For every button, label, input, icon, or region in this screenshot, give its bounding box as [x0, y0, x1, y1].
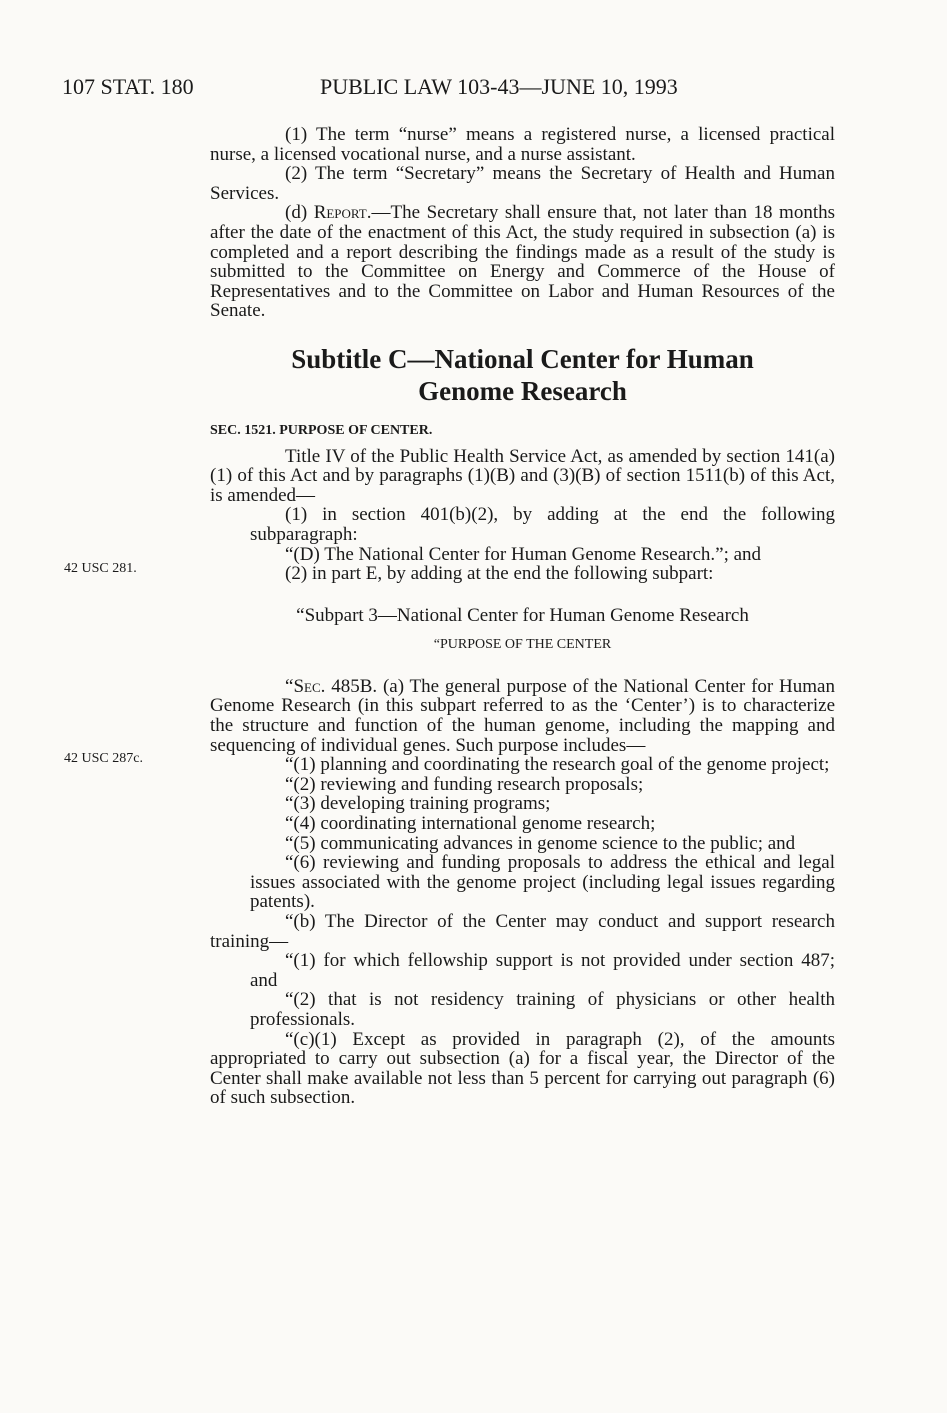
section-item-1-d: “(D) The National Center for Human Genome Research.”; and	[285, 543, 762, 565]
page-stat-number: 107 STAT. 180	[62, 74, 194, 99]
purpose-item-5: “(5) communicating advances in genome science to the public; and	[285, 832, 796, 854]
sec-485b-a-text: . 485B. (a) The general purpose of the National Center for Human Genome Research (in this subpart referred to as the ‘Center’) is to characterize the structure and function of the human genome, including the mapping and sequencing of individual genes. Such purpose includes—	[210, 675, 835, 756]
definition-secretary: (2) The term “Secretary” means the Secretary of Health and Human Services.	[210, 163, 835, 204]
training-item-1: “(1) for which fellowship support is not provided under section 487; and	[250, 950, 835, 991]
purpose-item-3: “(3) developing training programs;	[285, 793, 551, 815]
margin-citation-42-usc-281: 42 USC 281.	[64, 561, 137, 576]
section-item-1: (1) in section 401(b)(2), by adding at the end the following subparagraph:	[250, 504, 835, 545]
running-header-title: PUBLIC LAW 103-43—JUNE 10, 1993	[320, 74, 678, 99]
section-1521-heading: SEC. 1521. PURPOSE OF CENTER.	[210, 422, 433, 438]
training-item-2: “(2) that is not residency training of physicians or other health professionals.	[250, 989, 835, 1030]
purpose-item-4: “(4) coordinating international genome research;	[285, 813, 656, 835]
subtitle-line-1: Subtitle C—National Center for Human	[291, 343, 754, 374]
sec-485b-prefix: “	[285, 675, 294, 697]
report-prefix: (d)	[285, 202, 314, 224]
sec-485b-a	[210, 677, 835, 755]
section-intro: Title IV of the Public Health Service Act, as amended by section 141(a)(1) of this Act and by paragraphs (1)(B) and (3)(B) of section 1511(b) of this Act, is amended—	[210, 445, 835, 506]
sec-485b-label: Sec	[293, 675, 321, 697]
report-label: Report	[313, 202, 367, 224]
purpose-item-1: “(1) planning and coordinating the research goal of the genome project;	[285, 754, 830, 776]
sec-485b-b: “(b) The Director of the Center may conduct and support research training—	[210, 911, 835, 952]
definition-nurse: (1) The term “nurse” means a registered nurse, a licensed practical nurse, a licensed vocational nurse, and a nurse assistant.	[210, 124, 835, 165]
margin-citation-42-usc-287c: 42 USC 287c.	[64, 751, 143, 766]
purpose-heading: “PURPOSE OF THE CENTER	[433, 637, 612, 653]
subtitle-heading	[210, 343, 835, 407]
body-text	[210, 125, 835, 1108]
subsection-d-report	[210, 203, 835, 321]
purpose-item-6: “(6) reviewing and funding proposals to address the ethical and legal issues associated with the genome project (including legal issues regarding patents).	[250, 852, 835, 913]
section-item-2: (2) in part E, by adding at the end the following subpart:	[285, 563, 714, 585]
report-text: .—The Secretary shall ensure that, not later than 18 months after the date of the enactment of this Act, the study required in subsection (a) is completed and a report describing the findings made as a result of the study is submitted to the Committee on Energy and Commerce of the House of Representatives and to the Committee on Labor and Human Resources of the Senate.	[210, 202, 835, 322]
subpart-title: “Subpart 3—National Center for Human Genome Research	[296, 604, 749, 626]
purpose-item-2: “(2) reviewing and funding research proposals;	[285, 773, 644, 795]
sec-485b-c: “(c)(1) Except as provided in paragraph (2), of the amounts appropriated to carry out subsection (a) for a fiscal year, the Director of the Center shall make available not less than 5 percent for carrying out paragraph (6) of such subsection.	[210, 1028, 835, 1109]
subtitle-line-2: Genome Research	[418, 375, 627, 406]
